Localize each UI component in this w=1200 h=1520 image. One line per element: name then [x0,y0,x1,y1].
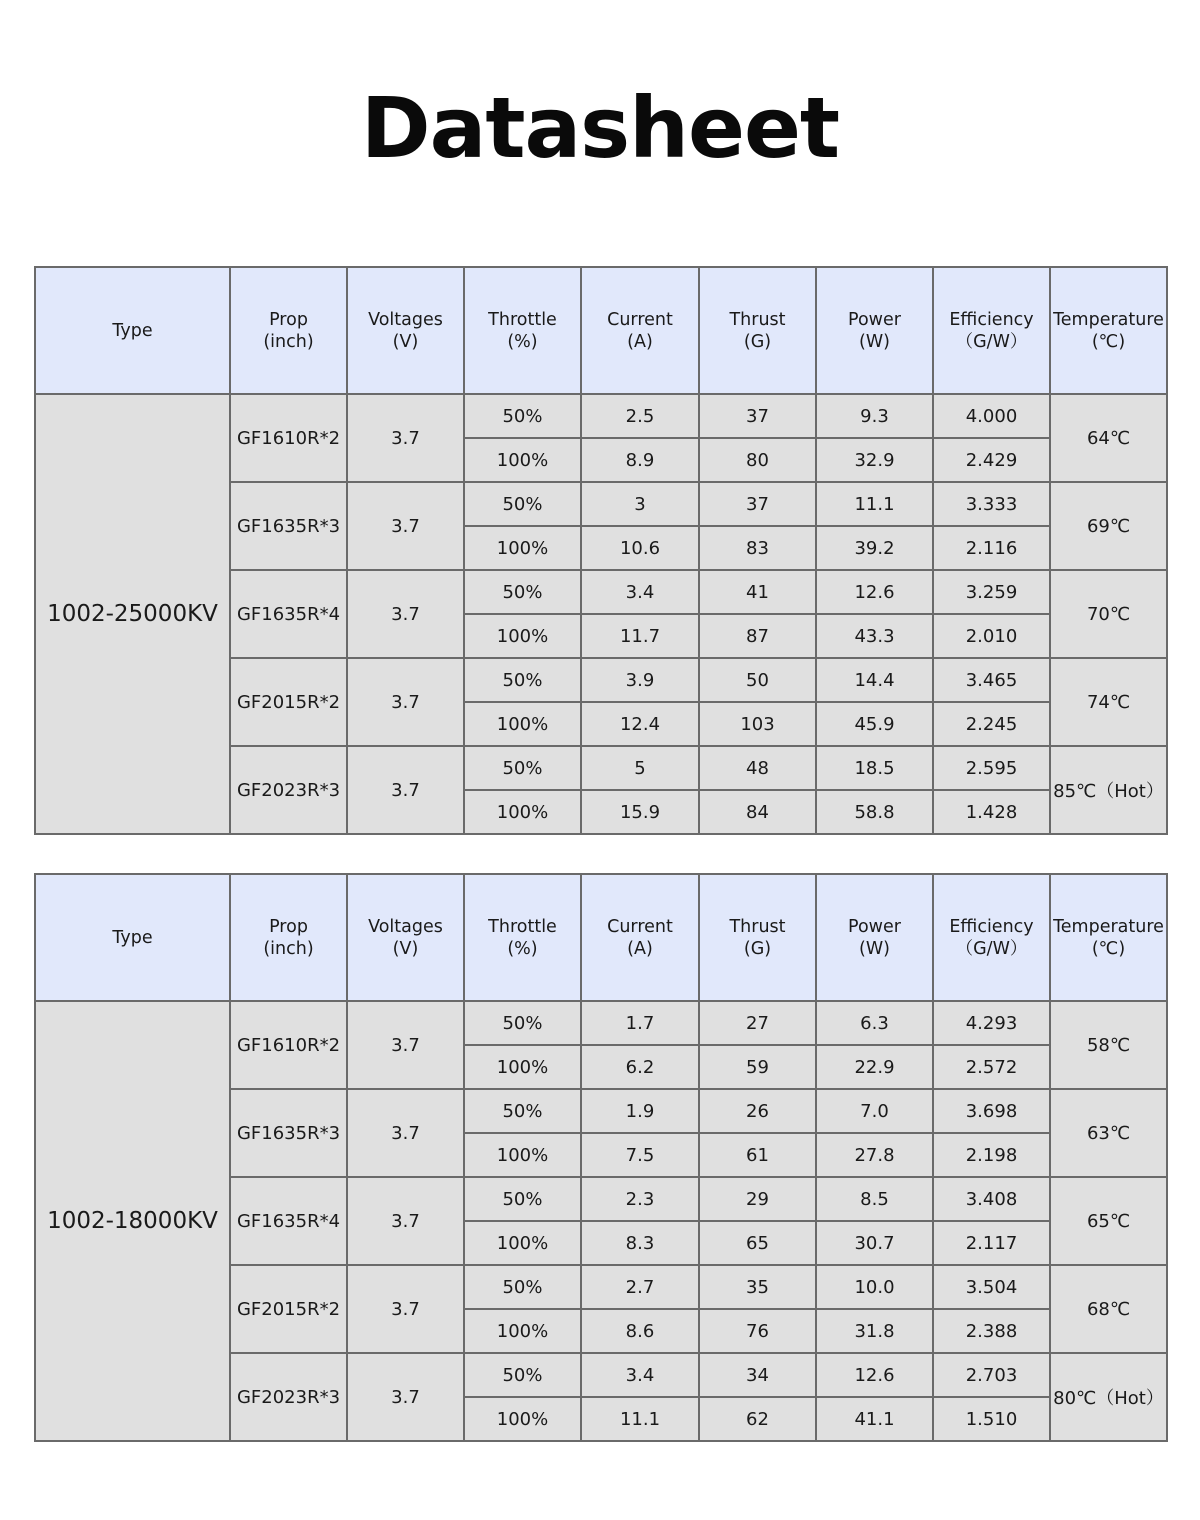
efficiency-cell: 2.117 [933,1221,1050,1265]
power-cell: 9.3 [816,394,933,438]
thrust-cell: 37 [699,394,816,438]
efficiency-cell: 2.703 [933,1353,1050,1397]
efficiency-cell: 3.698 [933,1089,1050,1133]
header-unit: (inch) [263,331,314,352]
temperature-cell: 63℃ [1050,1089,1167,1177]
power-cell: 22.9 [816,1045,933,1089]
current-cell: 6.2 [581,1045,699,1089]
current-cell: 1.7 [581,1001,699,1045]
temperature-cell: 74℃ [1050,658,1167,746]
temperature-cell: 85℃（Hot） [1050,746,1167,834]
throttle-cell: 100% [464,438,581,482]
power-cell: 7.0 [816,1089,933,1133]
power-cell: 41.1 [816,1397,933,1441]
header-unit: （G/W） [955,331,1028,352]
current-cell: 3.4 [581,570,699,614]
throttle-cell: 100% [464,526,581,570]
thrust-cell: 76 [699,1309,816,1353]
header-unit: (G) [743,938,772,959]
header-current [581,267,699,394]
thrust-cell: 41 [699,570,816,614]
throttle-cell: 100% [464,1397,581,1441]
current-cell: 3.9 [581,658,699,702]
throttle-cell: 100% [464,1309,581,1353]
prop-cell: GF1635R*3 [230,482,347,570]
power-cell: 18.5 [816,746,933,790]
efficiency-cell: 3.408 [933,1177,1050,1221]
header-throttle [464,874,581,1001]
efficiency-cell: 2.572 [933,1045,1050,1089]
header-label: Current [607,916,673,937]
throttle-cell: 50% [464,658,581,702]
header-voltages [347,267,464,394]
thrust-cell: 61 [699,1133,816,1177]
header-label: Efficiency [949,309,1034,330]
power-cell: 31.8 [816,1309,933,1353]
header-unit: (℃) [1091,331,1126,352]
page-title: Datasheet [360,79,840,177]
header-row [35,874,1167,1001]
thrust-cell: 83 [699,526,816,570]
current-cell: 1.9 [581,1089,699,1133]
voltage-cell: 3.7 [347,1089,464,1177]
prop-cell: GF2015R*2 [230,1265,347,1353]
header-temperature [1050,267,1167,394]
throttle-cell: 100% [464,702,581,746]
header-unit: (A) [627,938,653,959]
header-prop [230,267,347,394]
header-prop [230,874,347,1001]
header-unit: (A) [627,331,653,352]
efficiency-cell: 3.259 [933,570,1050,614]
header-unit: (G) [743,331,772,352]
temperature-cell: 69℃ [1050,482,1167,570]
thrust-cell: 62 [699,1397,816,1441]
thrust-cell: 34 [699,1353,816,1397]
header-temperature [1050,874,1167,1001]
efficiency-cell: 3.333 [933,482,1050,526]
power-cell: 14.4 [816,658,933,702]
header-throttle [464,267,581,394]
current-cell: 3.4 [581,1353,699,1397]
current-cell: 15.9 [581,790,699,834]
efficiency-cell: 4.000 [933,394,1050,438]
voltage-cell: 3.7 [347,1353,464,1441]
efficiency-cell: 2.198 [933,1133,1050,1177]
efficiency-cell: 2.595 [933,746,1050,790]
header-label: Current [607,309,673,330]
power-cell: 6.3 [816,1001,933,1045]
header-unit: （G/W） [955,938,1028,959]
motor-type-cell: 1002-18000KV [35,1001,230,1441]
header-label: Voltages [368,309,443,330]
prop-cell: GF1635R*4 [230,570,347,658]
current-cell: 10.6 [581,526,699,570]
current-cell: 2.3 [581,1177,699,1221]
power-cell: 58.8 [816,790,933,834]
thrust-cell: 37 [699,482,816,526]
throttle-cell: 100% [464,790,581,834]
voltage-cell: 3.7 [347,658,464,746]
thrust-cell: 80 [699,438,816,482]
current-cell: 8.6 [581,1309,699,1353]
power-cell: 12.6 [816,1353,933,1397]
header-unit: (%) [507,331,538,352]
header-efficiency [933,874,1050,1001]
prop-cell: GF2023R*3 [230,746,347,834]
prop-cell: GF1635R*3 [230,1089,347,1177]
header-power [816,874,933,1001]
power-cell: 10.0 [816,1265,933,1309]
efficiency-cell: 3.504 [933,1265,1050,1309]
voltage-cell: 3.7 [347,570,464,658]
throttle-cell: 50% [464,570,581,614]
temperature-cell: 65℃ [1050,1177,1167,1265]
efficiency-cell: 2.245 [933,702,1050,746]
throttle-cell: 50% [464,1265,581,1309]
header-unit: (℃) [1091,938,1126,959]
prop-cell: GF1610R*2 [230,394,347,482]
header-label: Efficiency [949,916,1034,937]
power-cell: 45.9 [816,702,933,746]
power-cell: 11.1 [816,482,933,526]
header-label: Temperature [1053,916,1164,937]
efficiency-cell: 2.429 [933,438,1050,482]
header-label: Voltages [368,916,443,937]
efficiency-cell: 3.465 [933,658,1050,702]
table-row [35,1001,1167,1045]
header-label: Prop [269,916,308,937]
current-cell: 7.5 [581,1133,699,1177]
header-unit: (inch) [263,938,314,959]
power-cell: 12.6 [816,570,933,614]
throttle-cell: 50% [464,746,581,790]
datasheet-table-1 [34,266,1168,835]
prop-cell: GF1635R*4 [230,1177,347,1265]
efficiency-cell: 2.116 [933,526,1050,570]
thrust-cell: 84 [699,790,816,834]
header-voltages [347,874,464,1001]
header-label: Thrust [729,916,786,937]
throttle-cell: 100% [464,1133,581,1177]
header-unit: (%) [507,938,538,959]
current-cell: 12.4 [581,702,699,746]
header-thrust [699,267,816,394]
power-cell: 39.2 [816,526,933,570]
header-label: Power [848,309,901,330]
header-thrust [699,874,816,1001]
header-label: Throttle [488,916,557,937]
voltage-cell: 3.7 [347,482,464,570]
header-label: Thrust [729,309,786,330]
temperature-cell: 68℃ [1050,1265,1167,1353]
throttle-cell: 50% [464,482,581,526]
header-label: Temperature [1053,309,1164,330]
thrust-cell: 26 [699,1089,816,1133]
efficiency-cell: 2.388 [933,1309,1050,1353]
current-cell: 3 [581,482,699,526]
thrust-cell: 50 [699,658,816,702]
voltage-cell: 3.7 [347,1177,464,1265]
current-cell: 8.9 [581,438,699,482]
efficiency-cell: 2.010 [933,614,1050,658]
power-cell: 32.9 [816,438,933,482]
thrust-cell: 59 [699,1045,816,1089]
power-cell: 8.5 [816,1177,933,1221]
motor-type-cell: 1002-25000KV [35,394,230,834]
thrust-cell: 65 [699,1221,816,1265]
header-label: Type [112,320,153,341]
throttle-cell: 50% [464,1001,581,1045]
prop-cell: GF1610R*2 [230,1001,347,1089]
power-cell: 43.3 [816,614,933,658]
thrust-cell: 27 [699,1001,816,1045]
prop-cell: GF2023R*3 [230,1353,347,1441]
voltage-cell: 3.7 [347,394,464,482]
throttle-cell: 50% [464,394,581,438]
current-cell: 11.7 [581,614,699,658]
header-label: Type [112,927,153,948]
header-type [35,267,230,394]
current-cell: 11.1 [581,1397,699,1441]
table-row [35,394,1167,438]
thrust-cell: 29 [699,1177,816,1221]
current-cell: 2.7 [581,1265,699,1309]
throttle-cell: 50% [464,1353,581,1397]
current-cell: 8.3 [581,1221,699,1265]
thrust-cell: 48 [699,746,816,790]
datasheet-table-2 [34,873,1168,1442]
throttle-cell: 100% [464,614,581,658]
header-unit: (V) [392,938,419,959]
header-unit: (W) [859,331,890,352]
voltage-cell: 3.7 [347,746,464,834]
efficiency-cell: 1.510 [933,1397,1050,1441]
throttle-cell: 100% [464,1221,581,1265]
header-label: Throttle [488,309,557,330]
header-unit: (W) [859,938,890,959]
header-type [35,874,230,1001]
thrust-cell: 87 [699,614,816,658]
thrust-cell: 35 [699,1265,816,1309]
header-power [816,267,933,394]
current-cell: 5 [581,746,699,790]
throttle-cell: 100% [464,1045,581,1089]
power-cell: 27.8 [816,1133,933,1177]
header-current [581,874,699,1001]
header-efficiency [933,267,1050,394]
thrust-cell: 103 [699,702,816,746]
efficiency-cell: 4.293 [933,1001,1050,1045]
voltage-cell: 3.7 [347,1265,464,1353]
throttle-cell: 50% [464,1089,581,1133]
voltage-cell: 3.7 [347,1001,464,1089]
efficiency-cell: 1.428 [933,790,1050,834]
temperature-cell: 70℃ [1050,570,1167,658]
prop-cell: GF2015R*2 [230,658,347,746]
current-cell: 2.5 [581,394,699,438]
temperature-cell: 64℃ [1050,394,1167,482]
power-cell: 30.7 [816,1221,933,1265]
header-row [35,267,1167,394]
header-label: Prop [269,309,308,330]
temperature-cell: 80℃（Hot） [1050,1353,1167,1441]
header-unit: (V) [392,331,419,352]
throttle-cell: 50% [464,1177,581,1221]
temperature-cell: 58℃ [1050,1001,1167,1089]
header-label: Power [848,916,901,937]
